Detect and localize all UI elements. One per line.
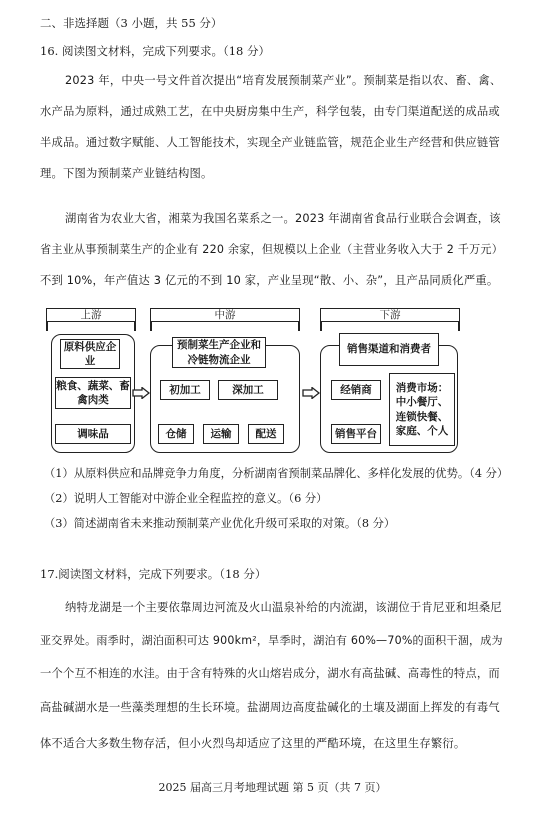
midstream-item-transport: 运输 <box>203 424 239 444</box>
midstream-header-tick-left <box>150 322 152 331</box>
upstream-item-seasoning: 调味品 <box>55 424 131 444</box>
downstream-title: 销售渠道和消费者 <box>339 333 439 366</box>
q17-para1-line4: 高盐碱湖水是一些藻类理想的生长环境。盐湖周边高度盐碱化的土壤及湖面上挥发的有毒气 <box>40 701 500 714</box>
midstream-title: 预制菜生产企业和冷链物流企业 <box>172 337 266 368</box>
downstream-header: 下游 <box>320 308 460 322</box>
q16-subquestion-1: （1）从原料供应和品牌竞争力角度，分析湖南省预制菜品牌化、多样化发展的优势。（4 分） <box>44 467 509 480</box>
midstream-header: 中游 <box>150 308 300 322</box>
q17-para1-line3: 一个个互不相连的水洼。由于含有特殊的火山熔岩成分，湖水有高盐碱、高毒性的特点，而 <box>40 667 500 680</box>
q16-para2-line2: 省主业从事预制菜生产的企业有 220 余家，但规模以上企业（主营业务收入大于 2 千万元） <box>40 243 504 256</box>
q16-title: 16. 阅读图文材料，完成下列要求。（18 分） <box>40 44 270 58</box>
q16-subquestion-2: （2）说明人工智能对中游企业全程监控的意义。（6 分） <box>44 492 328 505</box>
q17-para1-line5: 体不适合大多数生物存活，但小火烈鸟却适应了这里的严酷环境，在这里生存繁衍。 <box>40 737 466 750</box>
downstream-item-consumer-market: 消费市场：中小餐厅、连锁快餐、家庭、个人 <box>389 373 455 446</box>
q16-para1-line2: 水产品为原料，通过成熟工艺，在中央厨房集中生产，科学包装，由专门渠道配送的成品或 <box>40 105 500 118</box>
page-footer: 2025 届高三月考地理试题 第 5 页（共 7 页） <box>158 781 387 794</box>
downstream-item-distributor: 经销商 <box>331 380 381 400</box>
q16-para2-line1: 湖南省为农业大省，湘菜为我国名菜系之一。2023 年湖南省食品行业联合会调查，该 <box>65 212 501 225</box>
midstream-item-primary-processing: 初加工 <box>160 380 210 400</box>
midstream-item-distribution: 配送 <box>248 424 284 444</box>
q16-para1-line1: 2023 年，中央一号文件首次提出“培育发展预制菜产业”。预制菜是指以农、畜、禽、 <box>65 74 502 87</box>
upstream-item-grain-veg-meat: 粮食、蔬菜、畜禽肉类 <box>55 377 131 409</box>
q16-para1-line4: 理。下图为预制菜产业链结构图。 <box>40 167 213 180</box>
midstream-item-deep-processing: 深加工 <box>218 380 278 400</box>
downstream-header-tick-right <box>458 322 460 331</box>
section-heading: 二、非选择题（3 小题，共 55 分） <box>40 16 223 30</box>
q16-para2-line3: 不到 10%，年产值达 3 亿元的不到 10 家，产业呈现“散、小、杂”，且产品同质化严重。 <box>40 274 499 287</box>
q17-para1-line1: 纳特龙湖是一个主要依靠周边河流及火山温泉补给的内流湖，该湖位于肯尼亚和坦桑尼 <box>65 601 502 614</box>
q16-subquestion-3: （3）简述湖南省未来推动预制菜产业优化升级可采取的对策。（8 分） <box>44 517 396 530</box>
midstream-item-storage: 仓储 <box>158 424 194 444</box>
downstream-header-tick-left <box>320 322 322 331</box>
arrow-right-icon <box>302 387 320 399</box>
q17-title: 17.阅读图文材料，完成下列要求。（18 分） <box>40 567 267 581</box>
downstream-item-sales-platform: 销售平台 <box>331 424 381 444</box>
arrow-right-icon <box>132 387 150 399</box>
midstream-header-tick-right <box>298 322 300 331</box>
q17-para1-line2: 亚交界处。雨季时，湖泊面积可达 900km²，旱季时，湖泊有 60%—70%的面积干涸，成为 <box>40 634 503 647</box>
upstream-header-tick-right <box>134 322 136 331</box>
upstream-title: 原料供应企业 <box>60 339 120 369</box>
upstream-header: 上游 <box>46 308 136 322</box>
q16-para1-line3: 半成品。通过数字赋能、人工智能技术，实现全产业链监管，规范企业生产经营和供应链管 <box>40 136 500 149</box>
upstream-header-tick-left <box>46 322 48 331</box>
